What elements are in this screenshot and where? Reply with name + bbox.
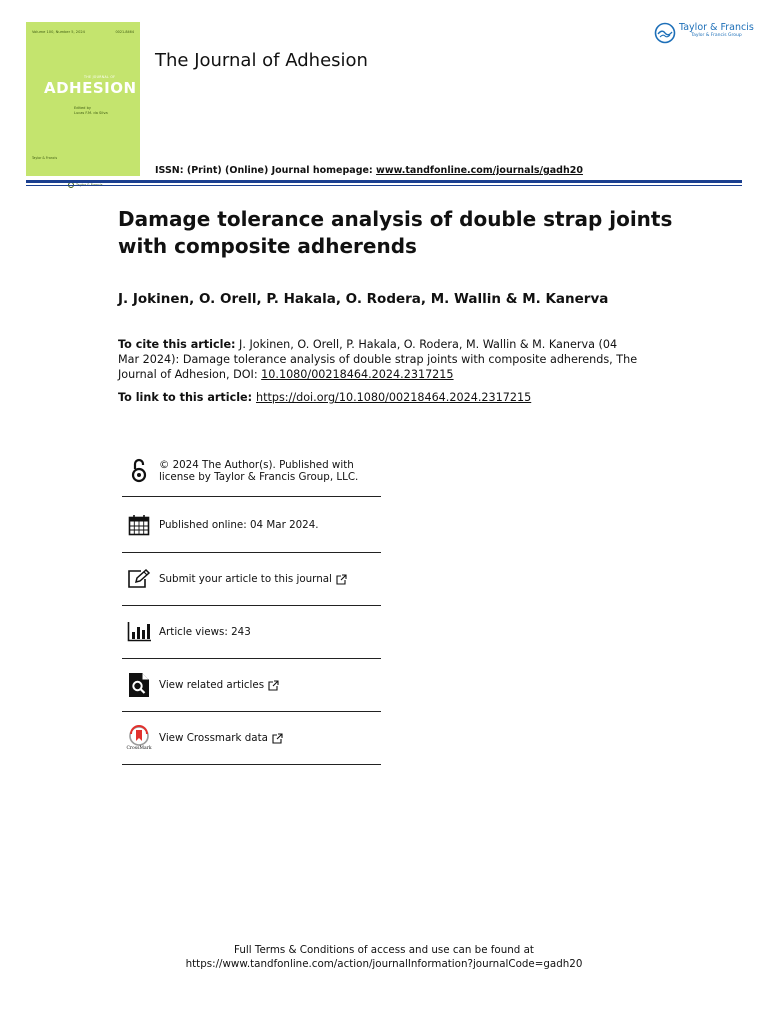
submit-article-item[interactable] bbox=[122, 553, 381, 606]
article-authors: J. Jokinen, O. Orell, P. Hakala, O. Rodera, M. Wallin & M. Kanerva bbox=[118, 291, 609, 307]
publisher-name: Taylor & Francis bbox=[679, 22, 754, 33]
header-rule-thin bbox=[26, 185, 742, 186]
journal-title: The Journal of Adhesion bbox=[155, 50, 368, 71]
terms-line-1: Full Terms & Conditions of access and use can be found at bbox=[234, 944, 534, 956]
link-label: To link to this article: bbox=[118, 391, 256, 404]
cover-issn: 0021-8464 bbox=[115, 30, 134, 34]
bar-chart-icon bbox=[126, 622, 152, 642]
cover-the-journal-of: THE JOURNAL OF bbox=[84, 75, 116, 79]
article-title: Damage tolerance analysis of double strap joints with composite adherends bbox=[118, 207, 673, 258]
article-info-list bbox=[122, 446, 381, 765]
cite-text: J. Jokinen, O. Orell, P. Hakala, O. Rodera, M. Wallin & M. Kanerva (04 Mar 2024): Damage tolerance analysis of double strap joints with composite adherends, The Journal of Adhesion, DOI: bbox=[118, 338, 638, 381]
article-link-line bbox=[118, 391, 531, 404]
calendar-icon bbox=[126, 514, 152, 536]
license-line-2: license by Taylor & Francis Group, LLC. bbox=[159, 471, 359, 483]
crossmark-logo-text: CrossMark bbox=[126, 745, 152, 751]
article-doi-url[interactable]: https://doi.org/10.1080/00218464.2024.2317215 bbox=[256, 391, 532, 404]
related-articles-label: View related articles bbox=[159, 679, 265, 691]
crossmark-item[interactable] bbox=[122, 712, 381, 765]
cover-volume: Volume 100, Number 5, 2024 bbox=[32, 30, 85, 34]
article-views-item bbox=[122, 606, 381, 659]
journal-cover[interactable] bbox=[26, 22, 140, 176]
article-views-count: Article views: 243 bbox=[159, 626, 251, 638]
cover-editor-name: Lucas F.M. da Silva bbox=[74, 111, 108, 115]
external-link-icon bbox=[336, 574, 347, 585]
terms-line-2[interactable]: https://www.tandfonline.com/action/journalInformation?journalCode=gadh20 bbox=[185, 958, 583, 970]
taylor-francis-logo-icon bbox=[654, 22, 676, 44]
license-item bbox=[122, 446, 381, 497]
citation-block bbox=[118, 337, 638, 382]
search-document-icon bbox=[126, 673, 152, 697]
cover-note: Taylor & Francis bbox=[32, 156, 58, 160]
issn-line bbox=[155, 165, 583, 176]
crossmark-icon bbox=[126, 726, 152, 751]
license-line-1: © 2024 The Author(s). Published with bbox=[159, 459, 354, 471]
cite-label: To cite this article: bbox=[118, 338, 236, 351]
crossmark-label: View Crossmark data bbox=[159, 732, 268, 744]
related-articles-item[interactable] bbox=[122, 659, 381, 712]
cover-editor bbox=[74, 106, 108, 116]
cover-edited-by: Edited by bbox=[74, 106, 92, 110]
submit-article-label: Submit your article to this journal bbox=[159, 573, 332, 585]
publisher-group: Taylor & Francis Group bbox=[691, 33, 742, 38]
external-link-icon bbox=[268, 680, 279, 691]
external-link-icon bbox=[272, 733, 283, 744]
edit-icon bbox=[126, 569, 152, 589]
open-access-icon bbox=[126, 458, 152, 484]
published-date: Published online: 04 Mar 2024. bbox=[159, 518, 319, 531]
issn-prefix: ISSN: (Print) (Online) Journal homepage: bbox=[155, 165, 377, 176]
taylor-francis-logo[interactable] bbox=[654, 22, 754, 44]
cover-title: ADHESION bbox=[44, 79, 137, 97]
journal-homepage-link[interactable]: www.tandfonline.com/journals/gadh20 bbox=[376, 165, 583, 176]
doi-link[interactable]: 10.1080/00218464.2024.2317215 bbox=[261, 368, 454, 381]
published-item bbox=[122, 497, 381, 553]
terms-footer bbox=[0, 943, 768, 971]
header-rule-thick bbox=[26, 180, 742, 183]
